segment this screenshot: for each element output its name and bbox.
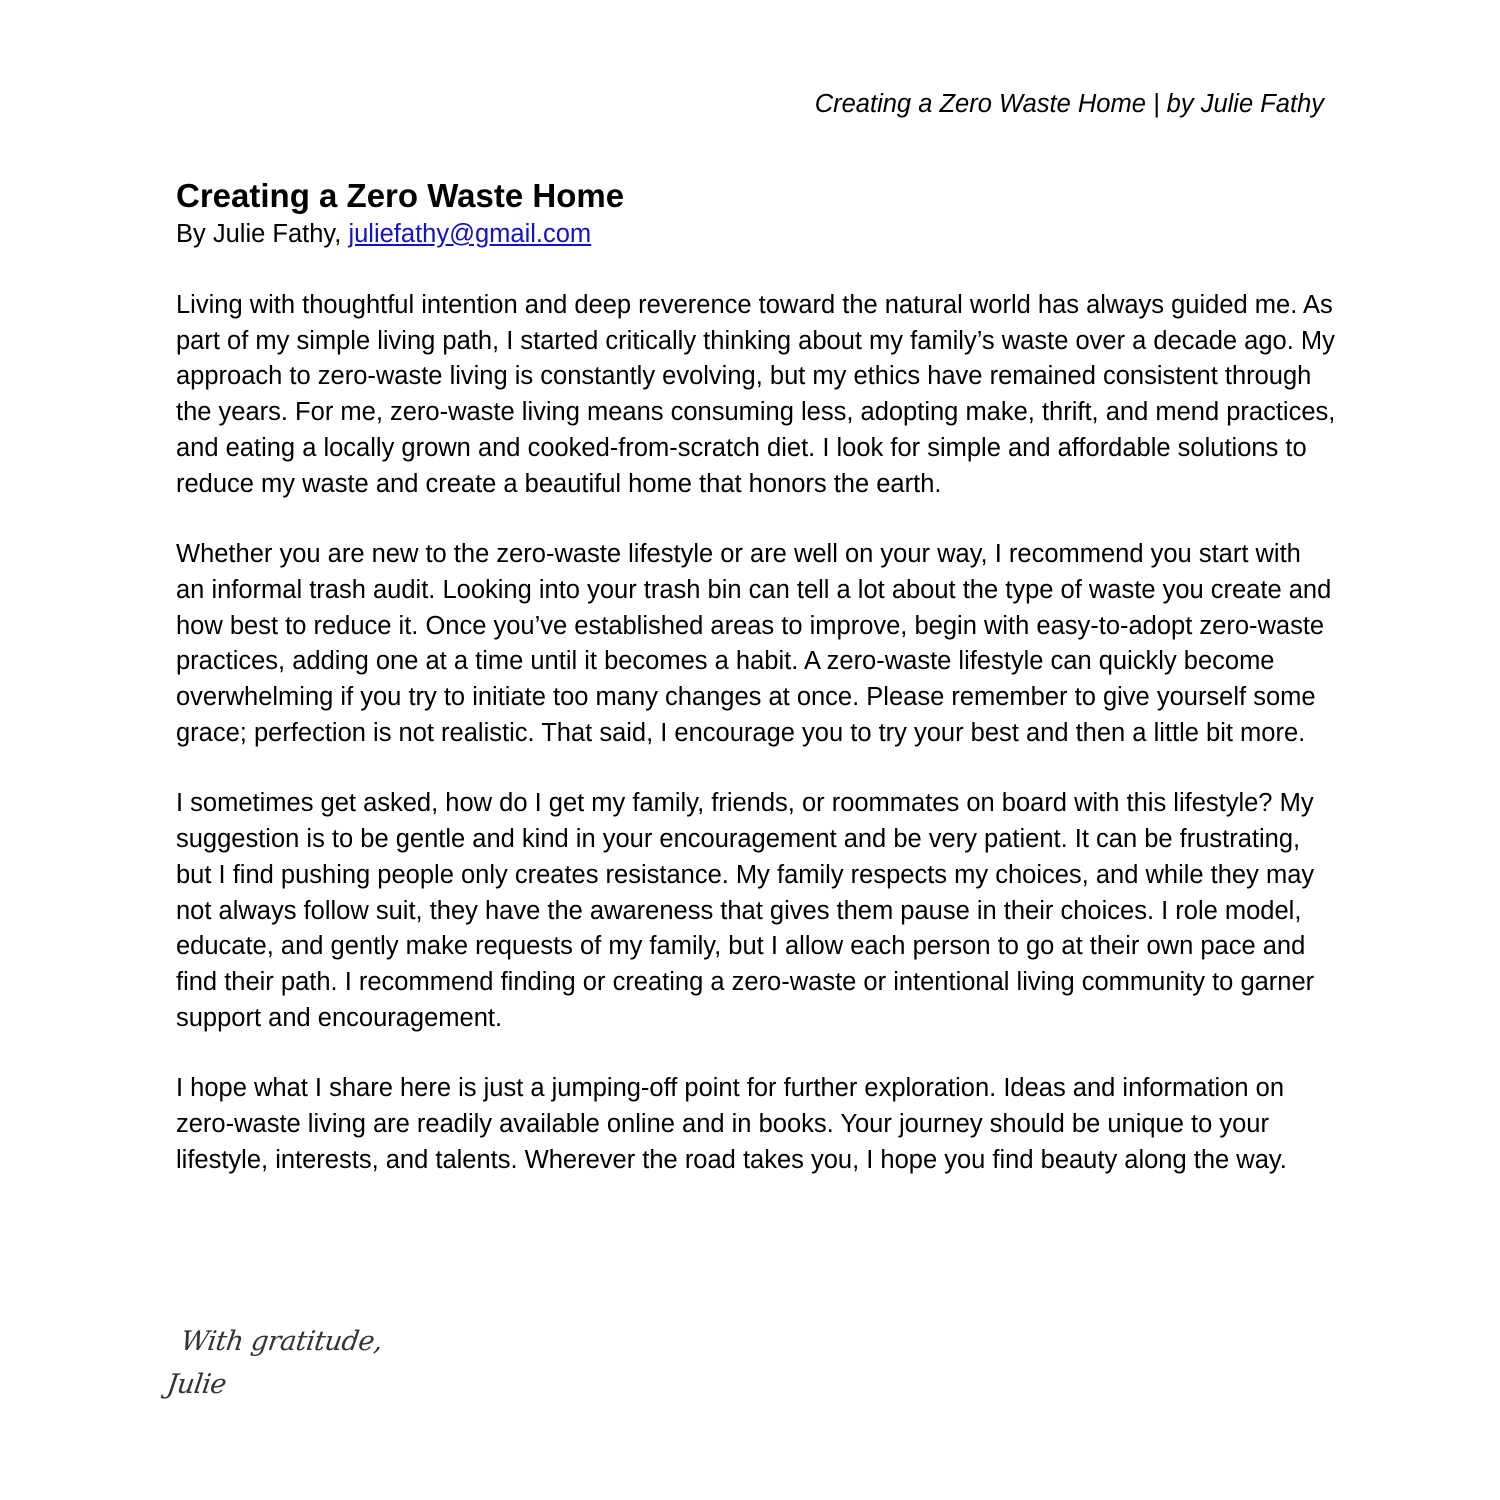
signoff-name: Julie	[164, 1369, 229, 1400]
article-body	[176, 176, 1336, 1178]
paragraph-trash-audit: Whether you are new to the zero-waste lifestyle or are well on your way, I recommend you start with an informal trash audit. Looking into your trash bin can tell a lot about the type of waste you create and how best to reduce it. Once you’ve established areas to improve, begin with easy-to-adopt zero-waste practices, adding one at a time until it becomes a habit. A zero-waste lifestyle can quickly become overwhelming if you try to initiate too many changes at once. Please remember to give yourself some grace; perfection is not realistic. That said, I encourage you to try your best and then a little bit more.	[176, 540, 1332, 747]
byline-author: By Julie Fathy,	[176, 220, 349, 248]
signature-block	[164, 1320, 385, 1406]
signoff-closing: With gratitude,	[178, 1326, 385, 1357]
author-email-link[interactable]: juliefathy@gmail.com	[348, 220, 592, 248]
document-title: Creating a Zero Waste Home	[176, 177, 625, 214]
paragraph-closing: I hope what I share here is just a jumping-off point for further exploration. Ideas and information on zero-waste living are readily available online and in books. Your journey should be unique to your lifestyle, interests, and talents. Wherever the road takes you, I hope you find beauty along the way.	[176, 1074, 1287, 1174]
paragraph-family: I sometimes get asked, how do I get my family, friends, or roommates on board with this lifestyle? My suggestion is to be gentle and kind in your encouragement and be very patient. It can be frustrating, but I find pushing people only creates resistance. My family respects my choices, and while they may not always follow suit, they have the awareness that gives them pause in their choices. I role model, educate, and gently make requests of my family, but I allow each person to go at their own pace and find their path. I recommend finding or creating a zero-waste or intentional living community to garner support and encouragement.	[176, 789, 1315, 1032]
running-header: Creating a Zero Waste Home | by Julie Fathy	[814, 90, 1324, 118]
paragraph-intro: Living with thoughtful intention and deep reverence toward the natural world has always guided me. As part of my simple living path, I started critically thinking about my family’s waste over a decade ago. My approach to zero-waste living is constantly evolving, but my ethics have remained consistent through the years. For me, zero-waste living means consuming less, adopting make, thrift, and mend practices, and eating a locally grown and cooked-from-scratch diet. I look for simple and affordable solutions to reduce my waste and create a beautiful home that honors the earth.	[176, 291, 1336, 498]
byline	[176, 216, 1336, 252]
